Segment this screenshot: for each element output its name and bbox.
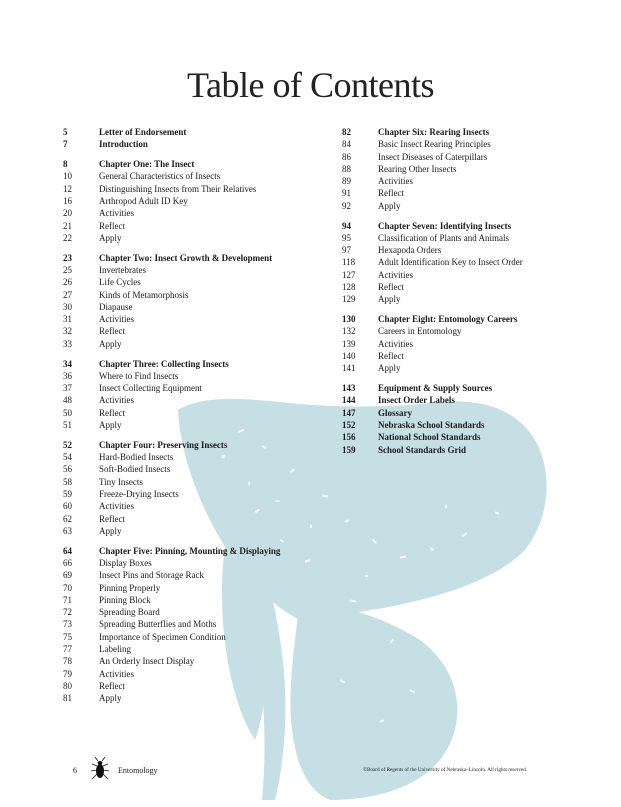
toc-entry-title: Reflect xyxy=(99,513,125,524)
toc-entry-title: Letter of Endorsement xyxy=(99,127,187,137)
toc-entry-title: Chapter Five: Pinning, Mounting & Displaying xyxy=(99,545,281,556)
toc-entry xyxy=(63,463,280,475)
toc-page-number: 128 xyxy=(342,282,356,293)
toc-page-number: 22 xyxy=(63,232,72,243)
toc-page-number: 54 xyxy=(63,452,72,463)
toc-entry xyxy=(63,382,280,394)
toc-page-number: 16 xyxy=(63,195,72,206)
toc-entry xyxy=(342,382,523,394)
toc-entry-title: An Orderly Insect Display xyxy=(99,656,195,667)
toc-page-number: 21 xyxy=(63,220,72,231)
toc-page-number: 88 xyxy=(342,163,351,174)
toc-entry xyxy=(342,244,523,256)
toc-entry-title: Insect Collecting Equipment xyxy=(99,383,202,394)
toc-page-number: 60 xyxy=(63,501,72,512)
toc-entry xyxy=(63,301,280,313)
toc-page-number: 147 xyxy=(342,407,356,418)
toc-entry-title: Chapter Three: Collecting Insects xyxy=(99,358,229,369)
toc-page-number: 130 xyxy=(342,314,356,325)
toc-entry-title: Apply xyxy=(99,420,122,431)
toc-entry xyxy=(342,232,523,244)
toc-entry-title: Importance of Specimen Condition xyxy=(99,631,226,642)
toc-group xyxy=(342,220,523,306)
toc-entry-title: Activities xyxy=(99,668,134,679)
toc-entry xyxy=(63,138,280,150)
toc-entry xyxy=(63,557,280,569)
toc-entry xyxy=(63,394,280,406)
toc-page-number: 51 xyxy=(63,420,72,431)
toc-entry xyxy=(63,289,280,301)
toc-page-number: 8 xyxy=(63,159,68,170)
toc-entry xyxy=(342,138,523,150)
toc-entry-title: Tiny Insects xyxy=(99,476,143,487)
toc-entry-title: Spreading Board xyxy=(99,607,160,618)
toc-entry xyxy=(63,325,280,337)
toc-entry-title: Apply xyxy=(99,525,122,536)
toc-entry xyxy=(63,513,280,525)
toc-entry xyxy=(342,419,523,431)
toc-page-number: 7 xyxy=(63,139,68,150)
toc-entry-title: Apply xyxy=(99,232,122,243)
toc-page-number: 129 xyxy=(342,294,356,305)
toc-entry xyxy=(63,476,280,488)
toc-entry xyxy=(342,187,523,199)
toc-entry-title: Chapter Two: Insect Growth & Development xyxy=(99,252,273,263)
toc-page-number: 10 xyxy=(63,171,72,182)
toc-entry-title: Diapause xyxy=(99,301,133,312)
toc-entry xyxy=(63,195,280,207)
toc-group xyxy=(63,126,280,151)
toc-page-number: 64 xyxy=(63,545,72,556)
toc-entry xyxy=(63,313,280,325)
toc-page-number: 86 xyxy=(342,151,351,162)
toc-entry-title: Activities xyxy=(378,176,413,187)
toc-entry-title: Activities xyxy=(378,338,413,349)
toc-group xyxy=(63,545,280,705)
toc-entry-title: General Characteristics of Insects xyxy=(99,171,221,182)
toc-group xyxy=(63,252,280,350)
toc-entry xyxy=(63,692,280,704)
toc-entry xyxy=(63,451,280,463)
toc-entry xyxy=(63,500,280,512)
toc-page-number: 48 xyxy=(63,395,72,406)
toc-entry-title: Apply xyxy=(378,363,401,374)
toc-entry-title: Apply xyxy=(378,294,401,305)
toc-page-number: 141 xyxy=(342,363,356,374)
toc-entry-title: Chapter Six: Rearing Insects xyxy=(378,127,490,137)
toc-entry xyxy=(63,264,280,276)
toc-page-number: 156 xyxy=(342,432,356,443)
toc-group xyxy=(342,126,523,212)
toc-page-number: 32 xyxy=(63,326,72,337)
toc-entry-title: Reflect xyxy=(378,188,404,199)
toc-entry-title: Careers in Entomology xyxy=(378,326,462,337)
toc-entry-title: Where to Find Insects xyxy=(99,370,179,381)
toc-entry-title: Activities xyxy=(378,269,413,280)
toc-page-number: 81 xyxy=(63,693,72,704)
toc-entry-title: Kinds of Metamorphosis xyxy=(99,289,189,300)
toc-entry xyxy=(63,252,280,264)
toc-page-number: 73 xyxy=(63,619,72,630)
toc-entry-title: Labeling xyxy=(99,644,131,655)
toc-entry xyxy=(342,293,523,305)
toc-page-number: 52 xyxy=(63,439,72,450)
toc-entry xyxy=(342,313,523,325)
toc-page-number: 77 xyxy=(63,644,72,655)
toc-entry-title: Insect Order Labels xyxy=(378,395,455,406)
toc-page-number: 59 xyxy=(63,489,72,500)
toc-page-number: 50 xyxy=(63,407,72,418)
toc-page-number: 26 xyxy=(63,277,72,288)
toc-entry xyxy=(342,338,523,350)
toc-entry-title: Insect Diseases of Caterpillars xyxy=(378,151,488,162)
toc-page-number: 80 xyxy=(63,680,72,691)
toc-entry xyxy=(63,207,280,219)
toc-entry xyxy=(63,643,280,655)
toc-group xyxy=(342,382,523,456)
toc-entry xyxy=(342,163,523,175)
toc-entry-title: Apply xyxy=(99,693,122,704)
toc-entry xyxy=(342,431,523,443)
toc-page-number: 78 xyxy=(63,656,72,667)
toc-entry xyxy=(63,370,280,382)
toc-entry-title: Invertebrates xyxy=(99,264,146,275)
toc-entry xyxy=(63,618,280,630)
toc-entry xyxy=(63,232,280,244)
page-title: Table of Contents xyxy=(187,65,434,105)
toc-entry-title: Pinning Block xyxy=(99,594,151,605)
footer-page-number: 6 xyxy=(73,766,77,775)
toc-page-number: 23 xyxy=(63,252,72,263)
toc-page-number: 75 xyxy=(63,631,72,642)
toc-entry xyxy=(63,126,280,138)
toc-page-number: 30 xyxy=(63,301,72,312)
toc-entry xyxy=(63,183,280,195)
toc-entry-title: Reflect xyxy=(378,351,404,362)
toc-entry xyxy=(63,606,280,618)
toc-entry-title: Equipment & Supply Sources xyxy=(378,383,493,394)
toc-entry-title: Arthropod Adult ID Key xyxy=(99,195,188,206)
toc-entry xyxy=(342,126,523,138)
toc-entry-title: Distinguishing Insects from Their Relatives xyxy=(99,183,257,194)
toc-entry-title: Adult Identification Key to Insect Order xyxy=(378,257,523,268)
toc-entry-title: Classification of Plants and Animals xyxy=(378,232,509,243)
toc-entry-title: School Standards Grid xyxy=(378,444,467,455)
toc-page-number: 132 xyxy=(342,326,356,337)
toc-page-number: 58 xyxy=(63,476,72,487)
toc-entry-title: Soft-Bodied Insects xyxy=(99,464,171,475)
toc-entry-title: Apply xyxy=(378,200,401,211)
toc-group xyxy=(63,439,280,537)
toc-entry-title: Chapter Eight: Entomology Careers xyxy=(378,314,518,325)
toc-entry xyxy=(342,325,523,337)
toc-entry xyxy=(63,631,280,643)
toc-page-number: 91 xyxy=(342,188,351,199)
toc-entry xyxy=(63,582,280,594)
toc-page-number: 63 xyxy=(63,525,72,536)
toc-entry xyxy=(63,525,280,537)
toc-page-number: 31 xyxy=(63,314,72,325)
toc-entry-title: Pinning Properly xyxy=(99,582,161,593)
toc-entry xyxy=(63,419,280,431)
toc-entry-title: Reflect xyxy=(99,407,125,418)
toc-page-number: 56 xyxy=(63,464,72,475)
toc-column-left xyxy=(63,126,280,712)
toc-entry xyxy=(63,170,280,182)
toc-page-number: 33 xyxy=(63,338,72,349)
toc-entry xyxy=(63,358,280,370)
toc-page-number: 94 xyxy=(342,220,351,231)
toc-entry xyxy=(63,276,280,288)
toc-page-number: 36 xyxy=(63,370,72,381)
toc-entry xyxy=(63,569,280,581)
toc-page-number: 89 xyxy=(342,176,351,187)
toc-entry-title: Life Cycles xyxy=(99,277,141,288)
toc-page-number: 143 xyxy=(342,383,356,394)
toc-entry xyxy=(342,394,523,406)
toc-entry xyxy=(342,269,523,281)
toc-page-number: 5 xyxy=(63,127,68,137)
toc-entry-title: Chapter Seven: Identifying Insects xyxy=(378,220,512,231)
toc-entry xyxy=(63,655,280,667)
toc-page-number: 62 xyxy=(63,513,72,524)
toc-entry-title: Basic Insect Rearing Principles xyxy=(378,139,491,150)
toc-page-number: 25 xyxy=(63,264,72,275)
toc-page-number: 118 xyxy=(342,257,356,268)
toc-entry-title: Activities xyxy=(99,501,134,512)
toc-entry-title: Glossary xyxy=(378,407,413,418)
toc-entry-title: Freeze-Drying Insects xyxy=(99,489,179,500)
toc-page-number: 70 xyxy=(63,582,72,593)
toc-entry xyxy=(63,338,280,350)
toc-entry-title: Display Boxes xyxy=(99,558,152,568)
toc-entry-title: Apply xyxy=(99,338,122,349)
toc-page-number: 27 xyxy=(63,289,72,300)
toc-entry xyxy=(63,488,280,500)
toc-entry xyxy=(63,680,280,692)
footer-section-label: Entomology xyxy=(118,766,158,775)
toc-entry xyxy=(63,594,280,606)
toc-page-number: 152 xyxy=(342,420,356,431)
toc-entry-title: Reflect xyxy=(378,282,404,293)
toc-entry-title: National School Standards xyxy=(378,432,481,443)
toc-entry-title: Reflect xyxy=(99,680,125,691)
toc-entry xyxy=(342,175,523,187)
toc-page-number: 69 xyxy=(63,570,72,581)
toc-entry-title: Reflect xyxy=(99,326,125,337)
toc-entry xyxy=(63,220,280,232)
beetle-icon xyxy=(88,756,112,782)
footer-copyright: ©Board of Regents of the University of Nebraska–Lincoln. All rights reserved. xyxy=(363,767,528,773)
toc-entry xyxy=(342,350,523,362)
toc-entry xyxy=(342,281,523,293)
toc-entry xyxy=(342,362,523,374)
toc-entry-title: Activities xyxy=(99,314,134,325)
toc-entry xyxy=(342,256,523,268)
toc-entry xyxy=(63,407,280,419)
toc-entry xyxy=(342,407,523,419)
toc-page-number: 72 xyxy=(63,607,72,618)
toc-page-number: 144 xyxy=(342,395,356,406)
toc-entry xyxy=(63,668,280,680)
toc-group xyxy=(342,313,523,374)
toc-group xyxy=(63,158,280,244)
toc-page-number: 159 xyxy=(342,444,356,455)
toc-entry-title: Hexapoda Orders xyxy=(378,245,442,256)
toc-entry-title: Hard-Bodied Insects xyxy=(99,452,174,463)
toc-entry-title: Spreading Butterflies and Moths xyxy=(99,619,217,630)
toc-page-number: 97 xyxy=(342,245,351,256)
toc-page-number: 84 xyxy=(342,139,351,150)
toc-entry xyxy=(342,151,523,163)
toc-page-number: 34 xyxy=(63,358,72,369)
toc-page-number: 140 xyxy=(342,351,356,362)
toc-page-number: 95 xyxy=(342,232,351,243)
toc-entry-title: Chapter One: The Insect xyxy=(99,159,195,170)
toc-entry xyxy=(63,158,280,170)
toc-entry xyxy=(342,220,523,232)
toc-page-number: 20 xyxy=(63,208,72,219)
toc-page-number: 12 xyxy=(63,183,72,194)
toc-page-number: 127 xyxy=(342,269,356,280)
toc-entry-title: Reflect xyxy=(99,220,125,231)
toc-entry-title: Nebraska School Standards xyxy=(378,420,485,431)
toc-group xyxy=(63,358,280,432)
toc-entry-title: Activities xyxy=(99,208,134,219)
toc-entry-title: Introduction xyxy=(99,139,148,150)
toc-entry-title: Insect Pins and Storage Rack xyxy=(99,570,204,581)
toc-entry xyxy=(342,444,523,456)
toc-page-number: 37 xyxy=(63,383,72,394)
toc-page-number: 92 xyxy=(342,200,351,211)
toc-page-number: 66 xyxy=(63,558,72,568)
toc-column-right xyxy=(342,126,523,463)
toc-entry-title: Rearing Other Insects xyxy=(378,163,457,174)
toc-entry xyxy=(63,439,280,451)
toc-entry-title: Chapter Four: Preserving Insects xyxy=(99,439,228,450)
toc-page-number: 79 xyxy=(63,668,72,679)
toc-entry xyxy=(63,545,280,557)
toc-entry-title: Activities xyxy=(99,395,134,406)
toc-entry xyxy=(342,200,523,212)
toc-page-number: 139 xyxy=(342,338,356,349)
toc-page-number: 71 xyxy=(63,594,72,605)
toc-page-number: 82 xyxy=(342,127,351,137)
